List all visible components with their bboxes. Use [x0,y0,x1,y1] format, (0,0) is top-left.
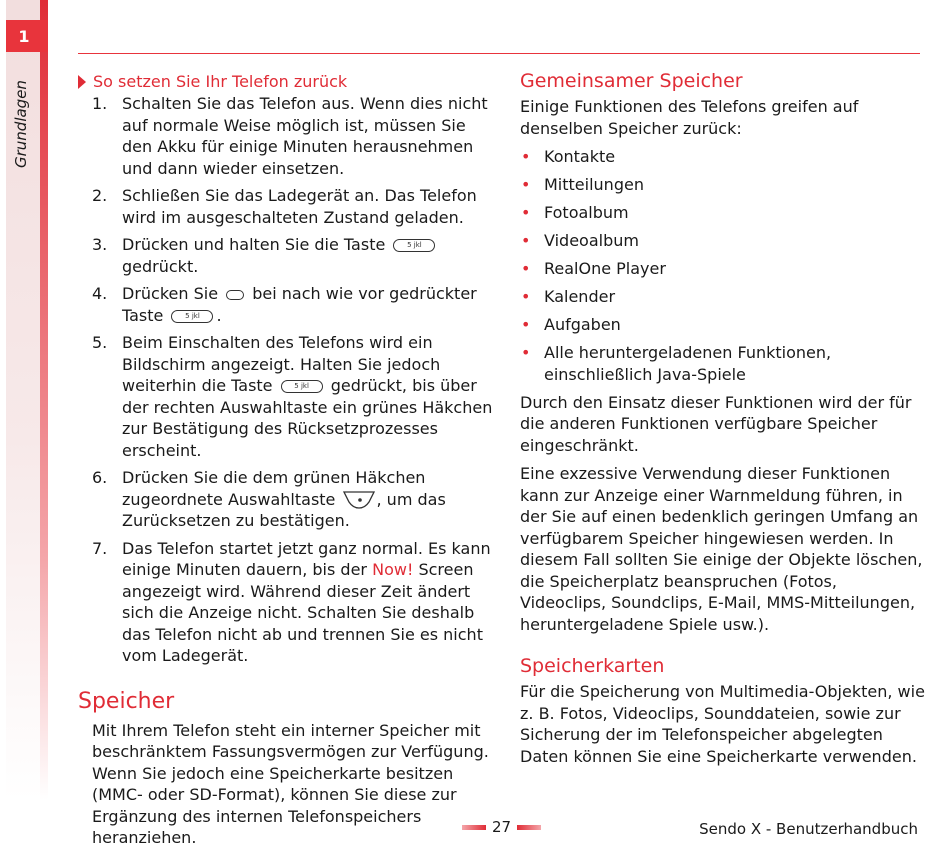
procedure-heading [78,72,498,91]
step-number: 3. [92,235,108,254]
side-bar-stripe [40,0,48,800]
shared-paragraph-2: Eine exzessive Verwendung dieser Funktionen kann zur Anzeige einer Warnmeldung führen, in der Sie auf einen bedenklich geringen Umfang an verfügbarem Speicher hingewiesen werden. In diesem Fall sollten Sie einige der Objekte löschen, die Speicherplatz beanspruchen (Fotos, Videoclips, Soundclips, E-Mail, MMS-Mitteilungen, heruntergeladene Spiele usw.). [520,464,923,634]
memory-cards-text: Für die Speicherung von Multimedia-Objekten, wie z. B. Fotos, Videoclips, Sounddateien, sowie zur Sicherung der im Telefonspeicher abgelegten Daten können Sie eine Speicherkarte verwenden. [520,682,925,766]
list-item: • Kontakte [520,146,925,168]
step-text: Screen angezeigt wird. Während dieser Zeit ändert sich die Anzeige nicht. Schalten Sie deshalb das Telefon nicht ab und trennen Sie es nicht vom Ladegerät. [122,560,483,665]
section-title-memory: Speicher [78,688,175,714]
key-5-icon: 5 jkl [171,310,213,323]
list-item: • RealOne Player [520,258,925,280]
shared-intro: Einige Funktionen des Telefons greifen auf denselben Speicher zurück: [520,97,859,138]
step-number: 5. [92,333,108,352]
step-text: Das Telefon startet jetzt ganz normal. Es kann einige Minuten dauern, bis der [122,538,491,579]
step-text: bei nach wie vor gedrückter Taste [122,284,477,325]
top-rule [78,53,920,54]
list-item [78,467,498,532]
key-5-icon: 5 jkl [393,239,435,252]
list-item: • Mitteilungen [520,174,925,196]
step-text: Beim Einschalten des Telefons wird ein Bildschirm angezeigt. Halten Sie jedoch weiterhin die Taste [122,333,441,395]
list-item [78,332,498,461]
list-item: • Fotoalbum [520,202,925,224]
step-number: 7. [92,538,108,558]
reset-steps [78,93,498,667]
section-title-memory-cards: Speicherkarten [520,655,665,677]
triangle-bullet-icon [78,75,86,89]
step-text: gedrückt, bis über der rechten Auswahltaste ein grünes Häkchen zur Bestätigung des Rücksetzprozesses erscheint. [122,376,493,460]
shared-paragraph-1: Durch den Einsatz dieser Funktionen wird der für die anderen Funktionen verfügbare Speicher eingeschränkt. [520,392,912,455]
left-column [78,72,498,849]
step-text: Drücken Sie die dem grünen Häkchen zugeordnete Auswahltaste [122,468,426,509]
page-number [462,818,541,836]
list-item [78,283,498,326]
step-text: . [216,305,222,325]
list-item [78,185,498,228]
step-text: Schalten Sie das Telefon aus. Wenn dies nicht auf normale Weise möglich ist, müssen Sie den Akku für einige Minuten herausnehmen und dann wieder einsetzen. [122,94,488,178]
footer-bar-left [462,825,486,830]
now-screen-label: Now! [372,560,414,579]
memory-text: Mit Ihrem Telefon steht ein interner Speicher mit beschränktem Fassungsvermögen zur Verfügung. Wenn Sie jedoch eine Speicherkarte besitzen (MMC- oder SD-Format), können Sie diese zur Ergänzung des internen Telefonspeichers heranziehen. [92,720,489,847]
step-number: 4. [92,284,108,303]
right-column [520,70,925,774]
list-item: • Alle heruntergeladenen Funktionen, einschließlich Java-Spiele [520,342,925,385]
step-text: Schließen Sie das Ladegerät an. Das Telefon wird im ausgeschalteten Zustand geladen. [122,186,477,227]
page-number-text: 27 [492,818,512,836]
shared-feature-list [520,146,925,385]
section-title-shared-memory: Gemeinsamer Speicher [520,70,743,92]
step-text: gedrückt. [122,256,199,276]
step-text: Drücken Sie [122,284,219,303]
list-item [78,538,498,667]
step-text: Drücken und halten Sie die Taste [122,235,386,254]
list-item: • Videoalbum [520,230,925,252]
step-number: 2. [92,186,108,205]
right-softkey-icon [343,490,375,510]
key-5-icon: 5 jkl [281,380,323,393]
footer-title: Sendo X - Benutzerhandbuch [699,820,918,838]
step-text: , um das Zurücksetzen zu bestätigen. [122,489,446,530]
procedure-title: So setzen Sie Ihr Telefon zurück [93,72,348,91]
step-number: 6. [92,468,108,487]
list-item: • Aufgaben [520,314,925,336]
footer-bar-right [517,825,541,830]
step-number: 1. [92,94,108,113]
power-key-icon [226,290,244,300]
chapter-label: Grundlagen [12,80,30,168]
chapter-number: 1 [6,20,48,52]
list-item [78,234,498,277]
list-item [78,93,498,179]
list-item: • Kalender [520,286,925,308]
